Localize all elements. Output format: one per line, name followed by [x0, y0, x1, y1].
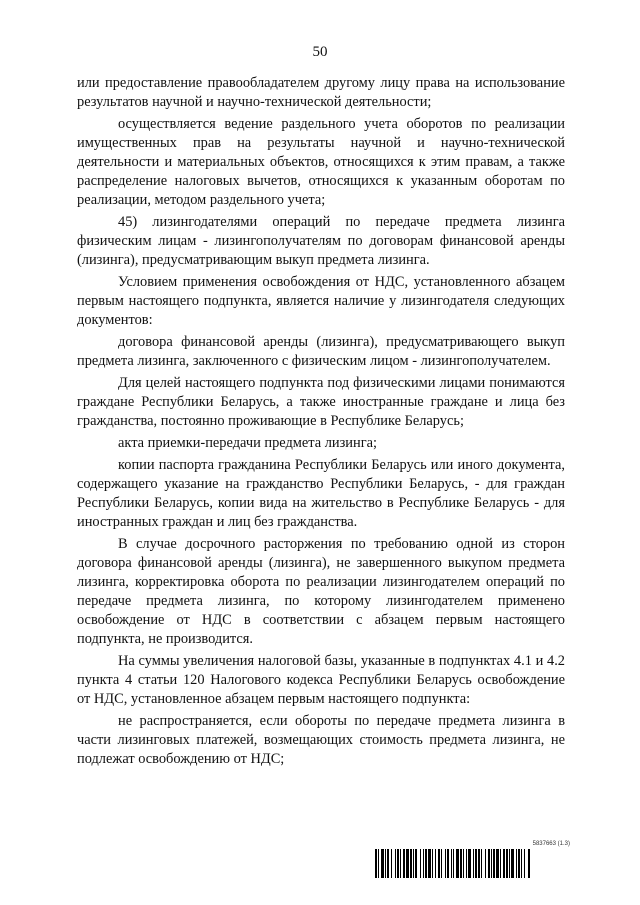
paragraph: договора финансовой аренды (лизинга), предусматривающего выкуп предмета лизинга, заключенного с физическим лицом - лизингополучателем.	[77, 334, 565, 369]
paragraph: Для целей настоящего подпункта под физическими лицами понимаются граждане Республики Беларусь, а также иностранные граждане и лица без гражданства, постоянно проживающие в Республике Беларусь;	[77, 375, 565, 429]
document-body	[77, 74, 565, 772]
paragraph: На суммы увеличения налоговой базы, указанные в подпунктах 4.1 и 4.2 пункта 4 статьи 120 Налогового кодекса Республики Беларусь освобождение от НДС, установленное абзацем первым настоящего подпункта:	[77, 653, 565, 707]
paragraph: В случае досрочного расторжения по требованию одной из сторон договора финансовой аренды (лизинга), не завершенного выкупом предмета лизинга, корректировка оборота по реализации лизингодателем операций по передаче предмета лизинга, по которому лизингодателем применено освобождение от НДС в соответствии с абзацем первым настоящего подпункта, не производится.	[77, 536, 565, 647]
page-number: 50	[312, 44, 328, 60]
paragraph: или предоставление правообладателем другому лицу права на использование результатов научной и научно-технической деятельности;	[77, 75, 565, 110]
paragraph: 45) лизингодателями операций по передаче предмета лизинга физическим лицам - лизингополучателям по договорам финансовой аренды (лизинга), предусматривающим выкуп предмета лизинга.	[77, 214, 565, 268]
paragraph: Условием применения освобождения от НДС, установленного абзацем первым настоящего подпункта, является наличие у лизингодателя следующих документов:	[77, 274, 565, 328]
paragraph: осуществляется ведение раздельного учета оборотов по реализации имущественных прав на результаты научной и научно-технической деятельности и материальных объектов, относящихся к этим правам, а также распределение налоговых вычетов, относящихся к указанным оборотам по реализации, методом раздельного учета;	[77, 116, 565, 208]
document-id: 5837663 (1.3)	[532, 841, 570, 847]
paragraph: копии паспорта гражданина Республики Беларусь или иного документа, содержащего указание на гражданство Республики Беларусь, - для граждан Республики Беларусь, копии вида на жительство в Республике Беларусь - для иностранных граждан и лиц без гражданства.	[77, 457, 565, 530]
barcode-icon	[375, 849, 567, 878]
paragraph: не распространяется, если обороты по передаче предмета лизинга в части лизинговых платежей, возмещающих стоимость предмета лизинга, не подлежат освобождению от НДС;	[77, 713, 565, 767]
paragraph: акта приемки-передачи предмета лизинга;	[118, 435, 377, 451]
